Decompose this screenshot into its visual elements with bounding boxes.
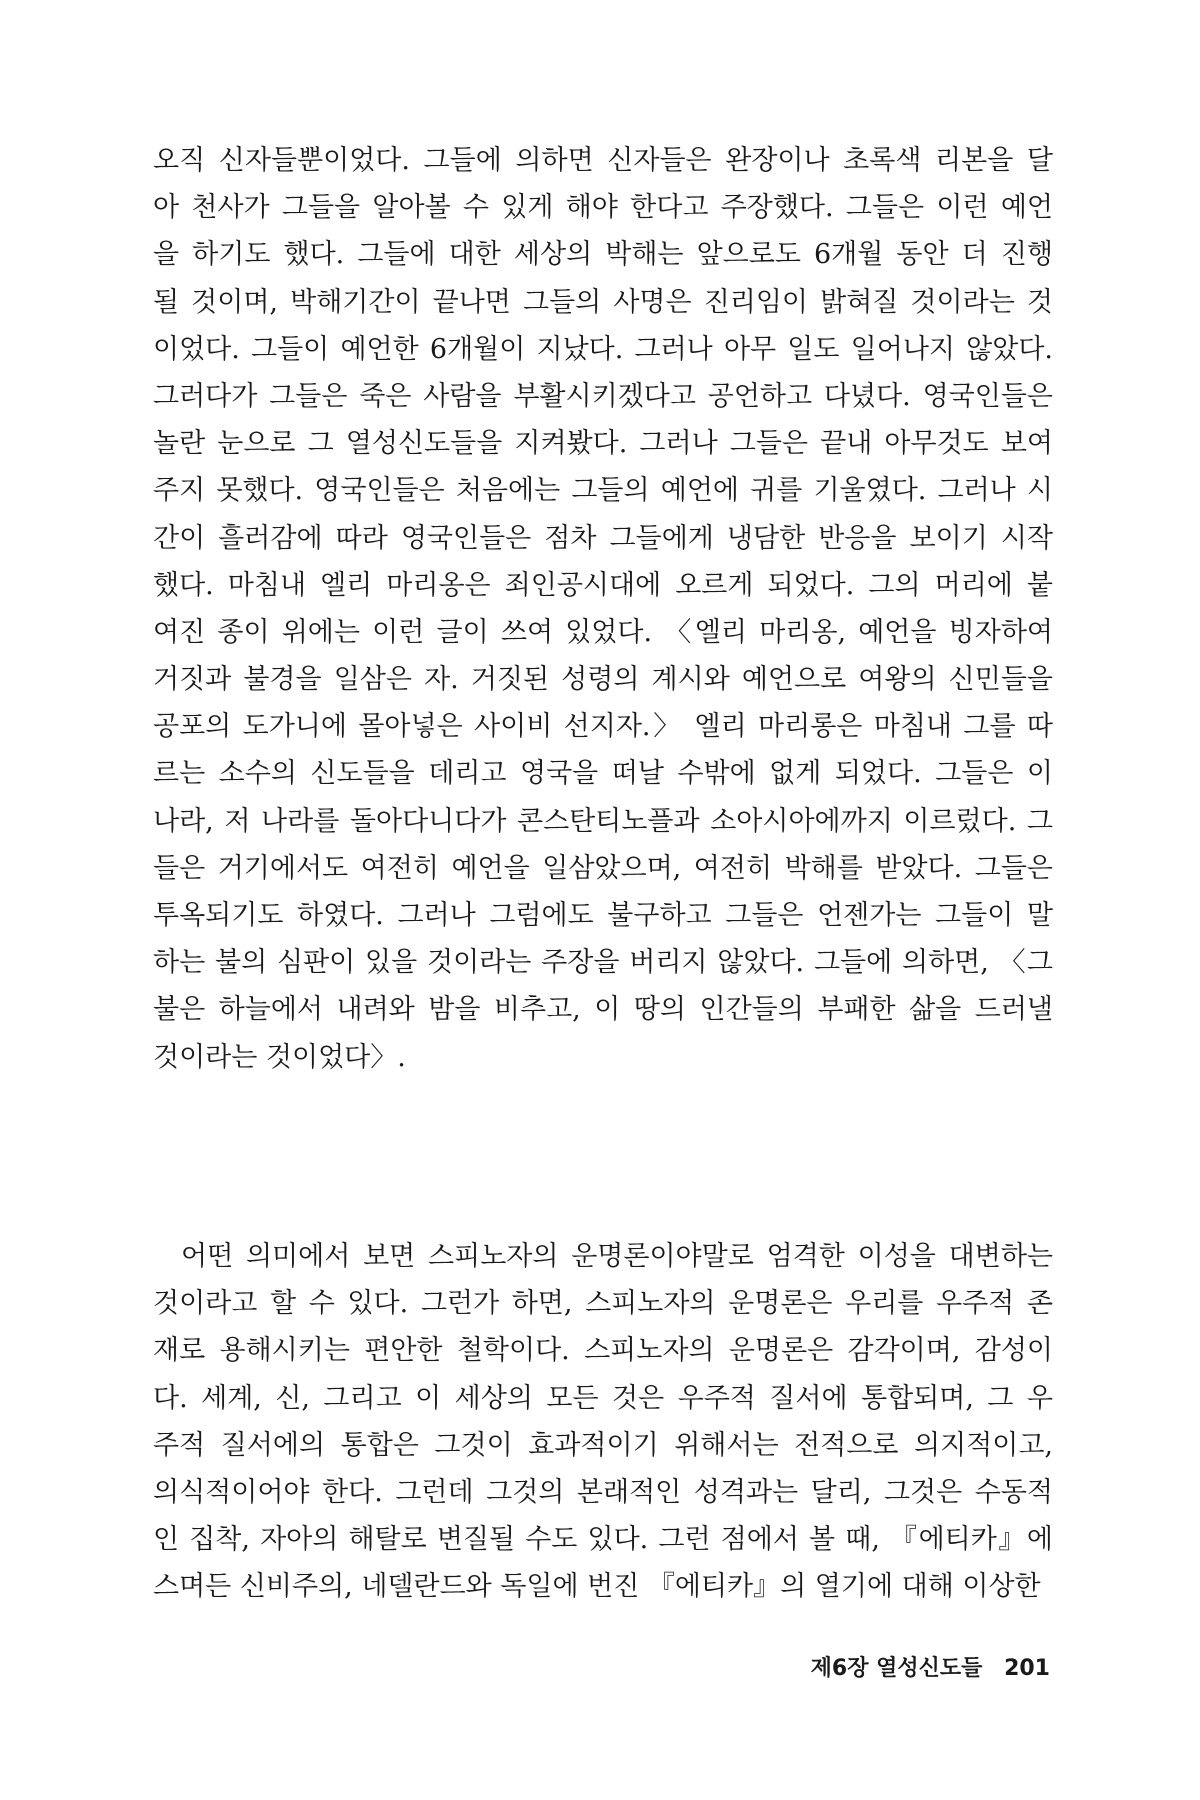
text-line: 다. 세계, 신, 그리고 이 세상의 모든 것은 우주적 질서에 통합되며, 그 우 [153,1382,1053,1414]
text-line: 아 천사가 그들을 알아볼 수 있게 해야 한다고 주장했다. 그들은 이런 예언 [153,192,1053,224]
paragraph-1 [153,137,1053,1081]
text-line: 재로 용해시키는 편안한 철학이다. 스피노자의 운명론은 감각이며, 감성이 [153,1335,1053,1367]
text-line: 을 하기도 했다. 그들에 대한 세상의 박해는 앞으로도 6개월 동안 더 진행 [153,239,1053,271]
text-line: 여진 종이 위에는 이런 글이 쓰여 있었다. 〈엘리 마리옹, 예언을 빙자하여 [153,616,1053,648]
text-line: 것이라는 것이었다〉. [153,1041,406,1073]
text-line: 그러다가 그들은 죽은 사람을 부활시키겠다고 공언하고 다녔다. 영국인들은 [153,380,1053,412]
text-line: 하는 불의 심판이 있을 것이라는 주장을 버리지 않았다. 그들에 의하면, 〈그 [153,947,1053,979]
text-line: 스며든 신비주의, 네델란드와 독일에 번진 『에티카』의 열기에 대해 이상한 [153,1571,1041,1603]
text-line: 했다. 마침내 엘리 마리옹은 죄인공시대에 오르게 되었다. 그의 머리에 붙 [153,569,1053,601]
text-line: 오직 신자들뿐이었다. 그들에 의하면 신자들은 완장이나 초록색 리본을 달 [153,145,1053,176]
text-line: 될 것이며, 박해기간이 끝나면 그들의 사명은 진리임이 밝혀질 것이라는 것 [153,286,1053,318]
text-line: 나라, 저 나라를 돌아다니다가 콘스탄티노플과 소아시아에까지 이르렀다. 그 [153,805,1053,837]
text-line: 놀란 눈으로 그 열성신도들을 지켜봤다. 그러나 그들은 끝내 아무것도 보여 [153,428,1053,460]
text-line: 공포의 도가니에 몰아넣은 사이비 선지자.〉 엘리 마리롱은 마침내 그를 따 [153,711,1053,743]
text-line: 것이라고 할 수 있다. 그런가 하면, 스피노자의 운명론은 우리를 우주적 존 [153,1288,1053,1320]
text-line: 들은 거기에서도 여전히 예언을 일삼았으며, 여전히 박해를 받았다. 그들은 [153,852,1053,884]
running-footer [780,1651,1050,1682]
text-line: 불은 하늘에서 내려와 밤을 비추고, 이 땅의 인간들의 부패한 삶을 드러낼 [153,994,1053,1026]
text-line: 간이 흘러감에 따라 영국인들은 점차 그들에게 냉담한 반응을 보이기 시작 [153,522,1053,554]
text-line: 인 집착, 자아의 해탈로 변질될 수도 있다. 그런 점에서 볼 때, 『에티카』에 [153,1524,1053,1556]
text-line: 의식적이어야 한다. 그런데 그것의 본래적인 성격과는 달리, 그것은 수동적 [153,1476,1053,1508]
text-line: 어떤 의미에서 보면 스피노자의 운명론이야말로 엄격한 이성을 대변하는 [181,1241,1053,1272]
text-line: 주지 못했다. 영국인들은 처음에는 그들의 예언에 귀를 기울였다. 그러나 시 [153,475,1053,507]
text-line: 이었다. 그들이 예언한 6개월이 지났다. 그러나 아무 일도 일어나지 않았다. [153,333,1053,365]
paragraph-2 [153,1233,1053,1611]
text-line: 투옥되기도 하였다. 그러나 그럼에도 불구하고 그들은 언젠가는 그들이 말 [153,900,1053,931]
text-line: 르는 소수의 신도들을 데리고 영국을 떠날 수밖에 없게 되었다. 그들은 이 [153,758,1053,790]
footer-chapter-title: 제6장 열성신도들 [810,1656,983,1681]
text-line: 주적 질서에의 통합은 그것이 효과적이기 위해서는 전적으로 의지적이고, [153,1429,1053,1461]
text-line: 거짓과 불경을 일삼은 자. 거짓된 성령의 계시와 예언으로 여왕의 신민들을 [153,664,1053,696]
page-number: 201 [1004,1656,1050,1681]
